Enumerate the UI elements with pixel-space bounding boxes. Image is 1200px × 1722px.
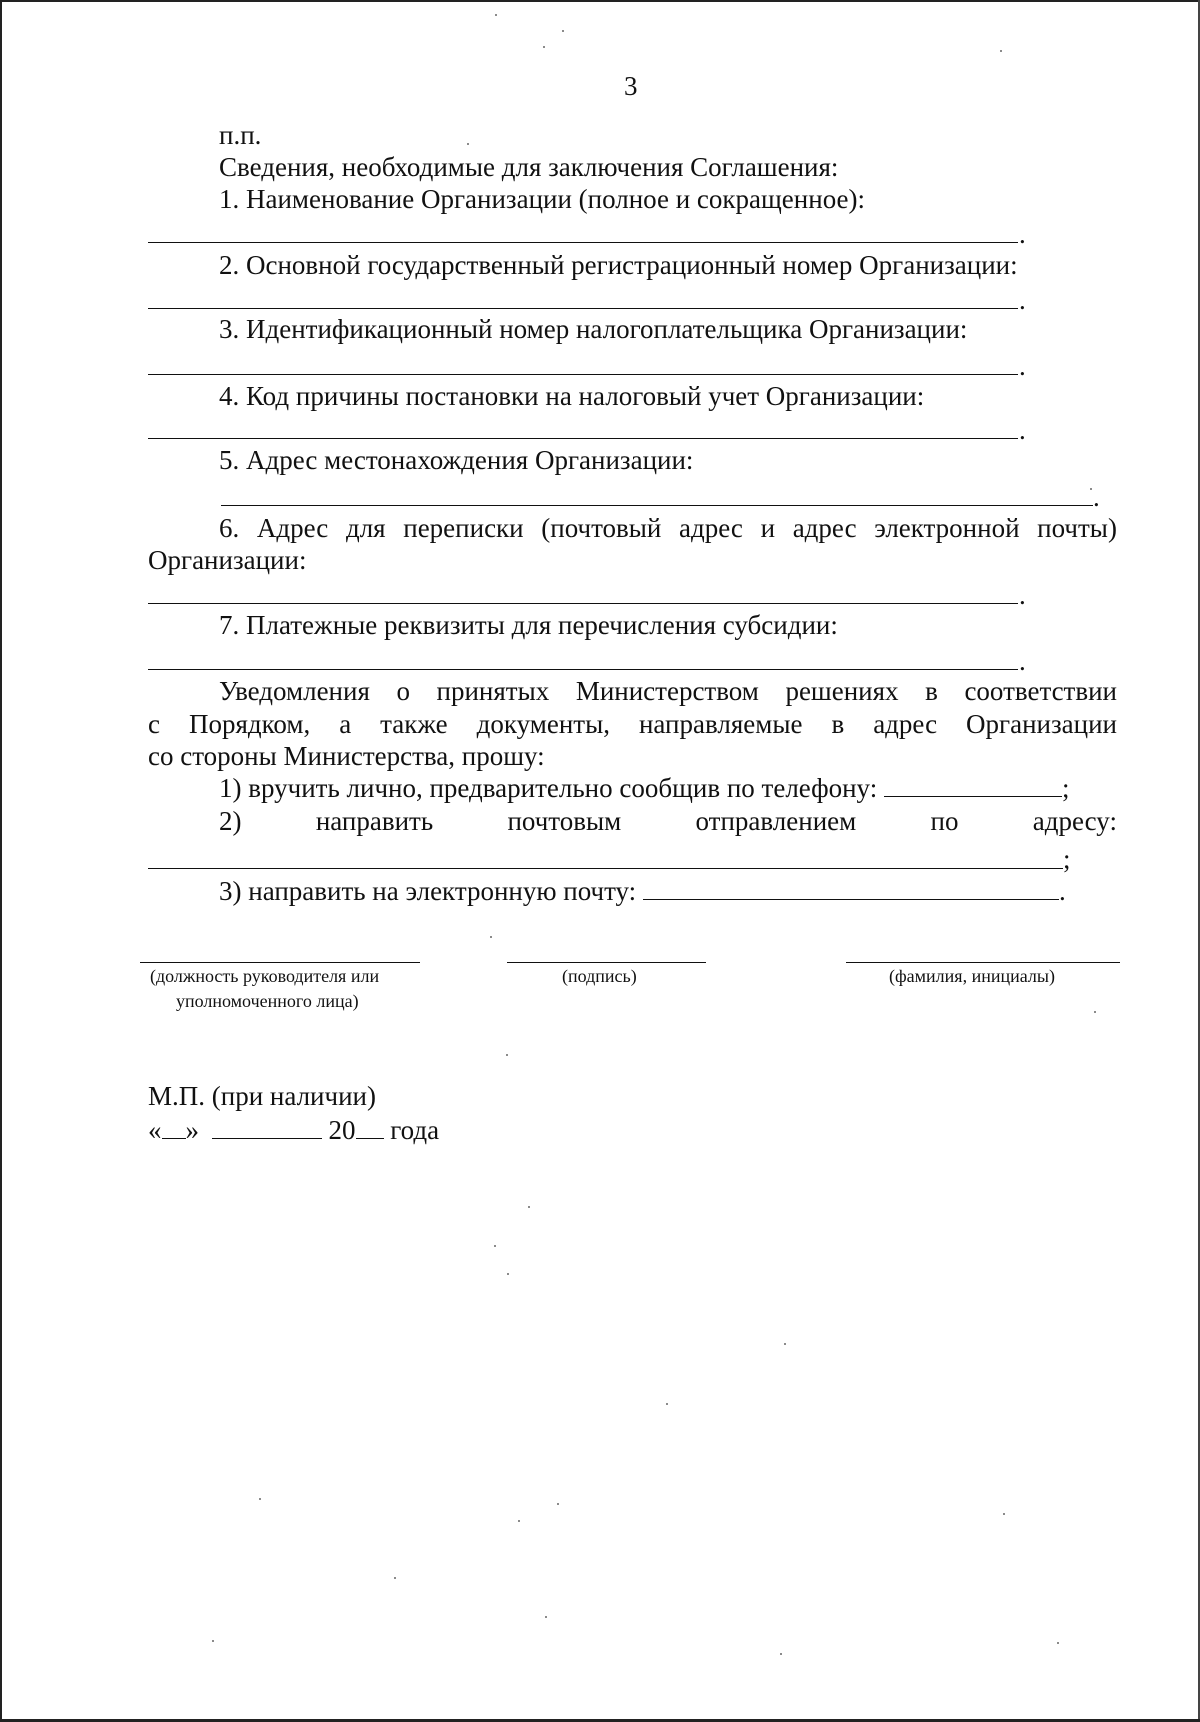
notification-line-1 [219, 675, 1117, 707]
notification-line-1-word: Министерством [575, 676, 759, 706]
date-line [148, 1114, 439, 1146]
position-caption-line-2: уполномоченного лица) [176, 991, 359, 1011]
item-5-end-dot: . [1093, 482, 1100, 512]
header-abbrev: п.п. [219, 120, 262, 150]
item-6-word: адрес [679, 513, 743, 543]
notification-line-3: со стороны Министерства, прошу: [148, 741, 545, 771]
option-2-word: по [930, 806, 959, 836]
item-6-fill-line[interactable] [148, 603, 1018, 604]
notification-line-2-word: Организации [966, 709, 1117, 739]
scan-speck [518, 1520, 520, 1522]
item-3-fill-line[interactable] [148, 374, 1018, 375]
notification-line-1-word: о [396, 676, 410, 706]
scan-speck [495, 14, 497, 16]
scan-speck [212, 1640, 214, 1642]
scan-speck [1057, 1642, 1059, 1644]
notification-line-2-word: а [339, 709, 352, 739]
scan-speck [1094, 1011, 1096, 1013]
item-6-word: переписки [403, 513, 524, 543]
notification-line-2-word: с [148, 709, 160, 739]
item-1-fill-line[interactable] [148, 242, 1018, 243]
item-3-label: 3. Идентификационный номер налогоплательщика Организации: [219, 314, 968, 344]
scan-speck [507, 1273, 509, 1275]
seal-note: М.П. (при наличии) [148, 1081, 376, 1111]
option-2-address-fill-line[interactable] [148, 868, 1063, 869]
signature-line[interactable] [507, 962, 706, 963]
page-number: 3 [624, 71, 638, 101]
scan-speck [666, 1403, 668, 1405]
notification-line-1-word: решениях [785, 676, 899, 706]
notification-line-2 [148, 708, 1117, 740]
notification-line-2-word: документы, [476, 709, 610, 739]
option-1-phone [219, 772, 1069, 804]
scan-speck [1000, 50, 1002, 52]
item-1-label: 1. Наименование Организации (полное и сокращенное): [219, 184, 865, 214]
email-fill-line[interactable] [643, 877, 1059, 900]
scan-speck [494, 1245, 496, 1247]
item-5-label: 5. Адрес местонахождения Организации: [219, 445, 694, 475]
scan-speck [780, 1653, 782, 1655]
scan-speck [1090, 488, 1092, 490]
scan-speck [528, 1206, 530, 1208]
scan-edge-top [0, 0, 1200, 2]
notification-line-2-word: Порядком, [188, 709, 311, 739]
item-6-end-dot: . [1019, 580, 1026, 610]
intro-text: Сведения, необходимые для заключения Соглашения: [219, 152, 839, 182]
position-signature-line[interactable] [140, 962, 420, 963]
notification-line-2-word: также [380, 709, 448, 739]
notification-line-1-word: принятых [436, 676, 550, 706]
option-2-word: адресу: [1032, 806, 1117, 836]
notification-line-1-word: соответствии [964, 676, 1117, 706]
year-prefix: 20 [328, 1115, 356, 1145]
item-6-word: почты) [1037, 513, 1117, 543]
item-6-word: Адрес [256, 513, 329, 543]
item-2-label: 2. Основной государственный регистрационный номер Организации: [219, 250, 1018, 280]
scan-edge-left [0, 0, 2, 1722]
scan-speck [467, 143, 469, 145]
item-7-end-dot: . [1019, 646, 1026, 676]
option-2-end-semicolon: ; [1063, 844, 1071, 874]
option-1-label: 1) вручить лично, предварительно сообщив по телефону: [219, 773, 878, 803]
item-6-word: электронной [874, 513, 1020, 543]
notification-line-2-word: направляемые [638, 709, 803, 739]
scan-speck [543, 46, 545, 48]
item-6-word: адрес [792, 513, 857, 543]
option-1-end-semicolon: ; [1061, 773, 1070, 803]
option-3-label: 3) направить на электронную почту: [219, 876, 637, 906]
phone-fill-line[interactable] [884, 774, 1062, 797]
item-6-word: для [345, 513, 386, 543]
item-1-end-dot: . [1019, 219, 1026, 249]
scan-speck [1003, 1513, 1005, 1515]
year-suffix: года [390, 1115, 440, 1145]
item-4-label: 4. Код причины постановки на налоговый учет Организации: [219, 381, 925, 411]
item-7-label: 7. Платежные реквизиты для перечисления субсидии: [219, 610, 838, 640]
option-2-word: отправлением [695, 806, 857, 836]
year-fill-line[interactable] [356, 1116, 384, 1139]
scan-speck [490, 936, 492, 938]
name-signature-line[interactable] [846, 962, 1120, 963]
notification-line-1-word: в [925, 676, 938, 706]
scan-speck [259, 1498, 261, 1500]
item-4-fill-line[interactable] [148, 438, 1018, 439]
scan-speck [562, 30, 564, 32]
item-4-end-dot: . [1019, 415, 1026, 445]
position-caption-line-1: (должность руководителя или [150, 966, 380, 986]
item-6-word: 6. [219, 513, 240, 543]
scan-speck [394, 1577, 396, 1579]
scan-speck [506, 1054, 508, 1056]
item-3-end-dot: . [1019, 351, 1026, 381]
date-open-quote: « [148, 1115, 162, 1145]
item-6-label [219, 512, 1117, 544]
scan-speck [784, 1343, 786, 1345]
option-2-word: 2) [219, 806, 242, 836]
item-2-end-dot: . [1019, 285, 1026, 315]
notification-line-2-word: в [831, 709, 845, 739]
item-6-label-continued: Организации: [148, 545, 307, 575]
option-3-end-dot: . [1058, 876, 1066, 906]
item-7-fill-line[interactable] [148, 669, 1018, 670]
month-fill-line[interactable] [212, 1116, 322, 1139]
item-6-word: и [760, 513, 776, 543]
option-2-word: почтовым [507, 806, 622, 836]
name-caption: (фамилия, инициалы) [889, 966, 1055, 986]
option-3-email [219, 875, 1066, 907]
signature-caption: (подпись) [562, 966, 637, 986]
option-2-post [219, 805, 1117, 837]
item-2-fill-line[interactable] [148, 308, 1018, 309]
item-6-word: (почтовый [541, 513, 662, 543]
notification-line-2-word: адрес [873, 709, 938, 739]
option-2-word: направить [315, 806, 434, 836]
notification-line-1-word: Уведомления [219, 676, 370, 706]
scan-speck [557, 1503, 559, 1505]
item-5-fill-line[interactable] [221, 505, 1093, 506]
date-close-quote: » [185, 1115, 199, 1145]
day-fill-line[interactable] [162, 1116, 186, 1139]
scan-speck [545, 1616, 547, 1618]
